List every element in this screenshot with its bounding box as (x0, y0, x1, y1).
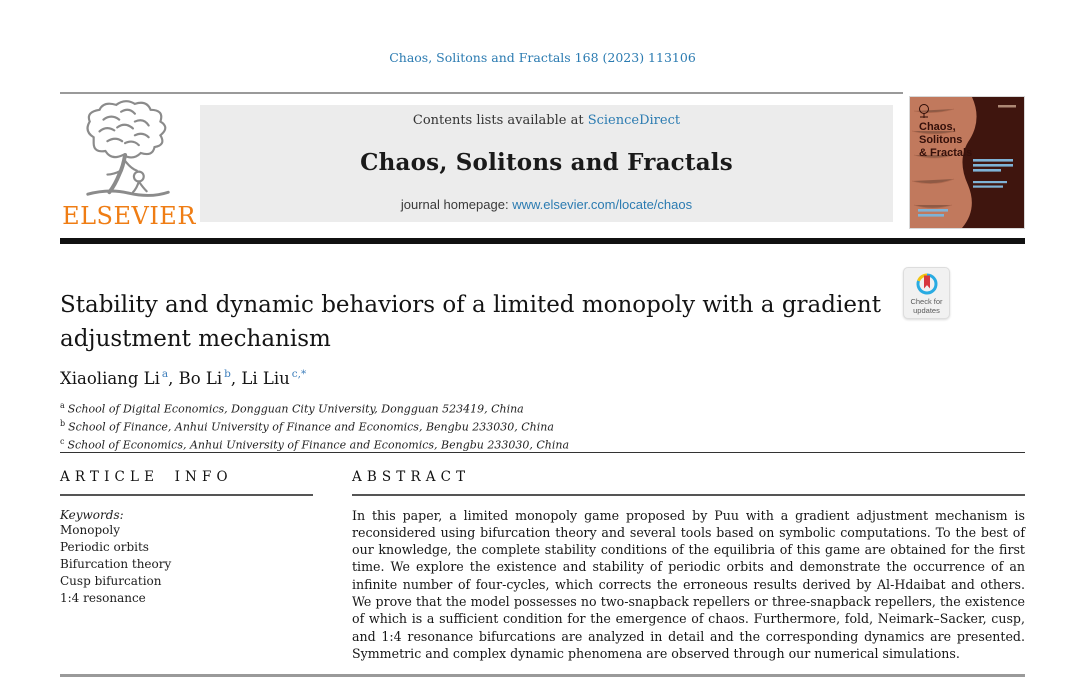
journal-citation: Chaos, Solitons and Fractals 168 (2023) 113106 (389, 50, 696, 65)
affiliation-sup: c (60, 437, 65, 447)
article-info-heading: ARTICLE INFO (60, 469, 233, 485)
keyword-item: 1:4 resonance (60, 590, 146, 605)
badge-line2: updates (913, 306, 940, 315)
author-separator: , (230, 368, 242, 388)
header-divider-bar (60, 238, 1025, 244)
keyword-item: Bifurcation theory (60, 556, 172, 571)
author (241, 369, 306, 388)
article-title: Stability and dynamic behaviors of a limited monopoly with a gradient adjustment mechanism (60, 292, 881, 352)
header-top-rule (60, 92, 903, 94)
cover-title-line2: Solitons (919, 134, 963, 146)
author-separator: , (168, 368, 179, 388)
abstract-text: In this paper, a limited monopoly game proposed by Puu with a gradient adjustment mechanism is reconsidered using bifurcation theory and several tools based on symbolic computations. To the best of our knowledge, the complete stability conditions of the equilibria of this game are obtained for the first time. We explore the existence and stability of periodic orbits and demonstrate the occurrence of an infinite number of four-cycles, which corrects the erroneous results derived by Al-Hdaibat and others. We prove that the model possesses no two-snapback repellers or three-snapback repellers, the existence of which is a sufficient condition for the emergence of chaos. Furthermore, fold, Neimark–Sacker, cusp, and 1:4 resonance bifurcations are analyzed in detail and the corresponding dynamics are presented. Symmetric and complex dynamic phenomena are observed through our numerical simulations. (352, 507, 1025, 661)
check-for-updates-badge[interactable] (903, 267, 950, 319)
affiliation-line (60, 399, 569, 417)
elsevier-logo[interactable] (60, 98, 198, 231)
elsevier-tree-icon (70, 98, 188, 204)
keywords-label: Keywords: (60, 507, 124, 522)
abstract-section (352, 469, 1025, 662)
homepage-label: journal homepage: (400, 197, 513, 212)
affiliations (60, 399, 569, 453)
abstract-rule (352, 494, 1025, 496)
author-name: Li Liu (241, 368, 290, 388)
author-name: Xiaoliang Li (60, 368, 160, 388)
abstract-heading: ABSTRACT (352, 469, 471, 485)
article-info-rule (60, 494, 313, 496)
keyword-item: Cusp bifurcation (60, 573, 162, 588)
journal-banner-title: Chaos, Solitons and Fractals (360, 149, 733, 176)
author (179, 369, 242, 388)
badge-text (910, 297, 942, 315)
badge-line1: Check for (910, 297, 943, 306)
affiliation-line (60, 435, 569, 453)
cover-title-line3: & Fractals (919, 147, 973, 159)
sciencedirect-link[interactable]: ScienceDirect (587, 113, 681, 128)
elsevier-wordmark: ELSEVIER (62, 202, 196, 230)
homepage-line (401, 197, 692, 212)
keyword-item: Monopoly (60, 522, 120, 537)
affiliation-text: School of Digital Economics, Dongguan City University, Dongguan 523419, China (67, 402, 524, 416)
keywords-list (60, 522, 313, 607)
journal-banner (200, 105, 893, 222)
affiliation-text: School of Finance, Anhui University of Finance and Economics, Bengbu 233030, China (68, 420, 554, 434)
crossmark-icon (914, 271, 940, 297)
author-name: Bo Li (178, 368, 223, 388)
author-affiliation-sup[interactable]: c,* (291, 368, 307, 380)
homepage-link[interactable]: www.elsevier.com/locate/chaos (512, 197, 693, 212)
author (60, 369, 179, 388)
affiliation-sup: a (60, 401, 65, 410)
author-affiliation-sup[interactable]: b (224, 368, 231, 380)
journal-cover-thumbnail[interactable] (910, 97, 1024, 228)
affiliation-text: School of Economics, Anhui University of Finance and Economics, Bengbu 233030, China (67, 438, 570, 452)
author-line (60, 368, 306, 388)
contents-line (413, 113, 680, 128)
keyword-item: Periodic orbits (60, 539, 149, 554)
contents-lists-text: Contents lists available at (412, 113, 588, 128)
section-bottom-rule (60, 674, 1025, 677)
affiliation-sup: b (60, 419, 66, 429)
affiliation-line (60, 417, 569, 435)
cover-title-line1: Chaos, (919, 121, 956, 133)
journal-cover-art (910, 97, 1024, 228)
author-affiliation-sup[interactable]: a (161, 368, 169, 380)
article-info-section (60, 469, 313, 607)
section-top-rule (60, 452, 1025, 453)
